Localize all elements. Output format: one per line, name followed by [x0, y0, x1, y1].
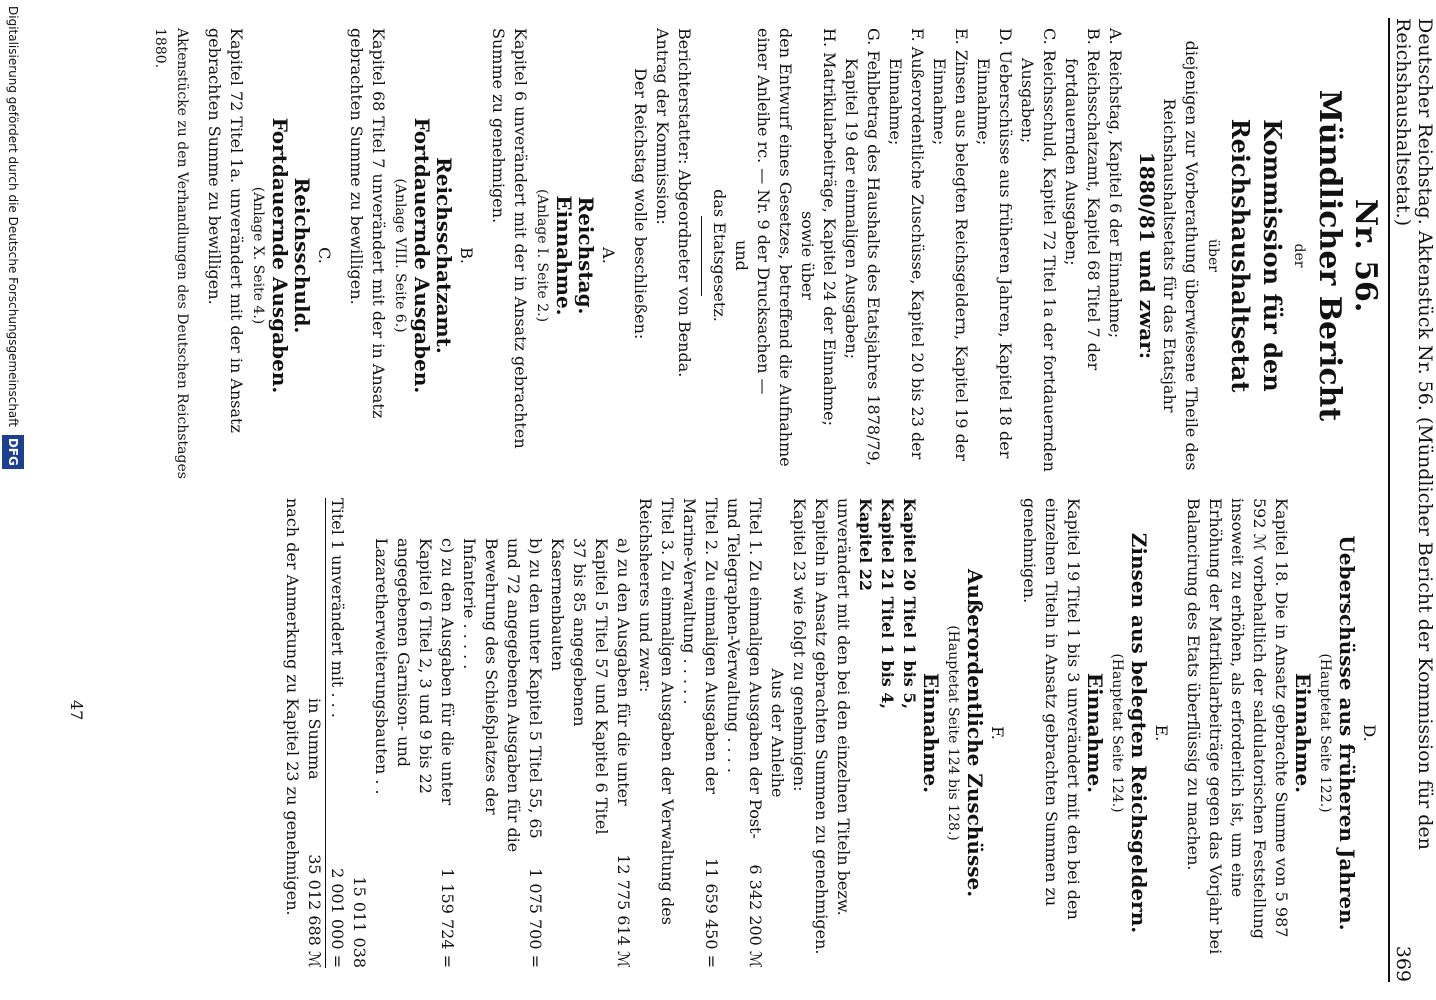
titel-1-row [722, 498, 766, 968]
section-a [487, 28, 619, 483]
title-der: der [1291, 243, 1307, 268]
item-a-row [546, 498, 634, 968]
report-title: Mündlicher Bericht [1312, 89, 1347, 422]
sowie-text: sowie über [798, 211, 817, 300]
divider [701, 216, 702, 296]
sum-amount: 35 012 688 ℳ [305, 854, 324, 968]
section-text: unverändert mit den bei den einzelnen Titeln bezw. Kapiteln in Ansatz gebrachten Summen zu genehmigen. [812, 498, 853, 955]
digitization-note [2, 6, 24, 469]
list-item: E. Zinsen aus belegten Reichsgeldern, Kapitel 19 der Einnahme; [930, 28, 971, 461]
titel-1b-text: Titel 1 unverändert mit . . . [328, 498, 347, 718]
title-ueber: über [1205, 239, 1221, 272]
right-column [281, 498, 1380, 968]
entwurf-text: den Entwurf eines Gesetzes, betreffend die Aufnahme einer Anleihe rc. — Nr. 9 der Drucksachen — [754, 28, 795, 467]
list-item: C. Reichsschuld, Kapitel 72 Titel 1a der fortdauernden Ausgaben; [1018, 28, 1059, 472]
titel-1-text: Titel 1. Zu einmaligen Ausgaben der Post- und Telegraphen-Verwaltung . . . . [724, 498, 765, 839]
list-item: F. Außerordentliche Zuschüsse, Kapitel 20 bis 23 der Einnahme; [886, 28, 927, 460]
subtotal-row [348, 498, 370, 968]
section-text: Kapitel 6 unverändert mit der in Ansatz gebrachten Summe zu genehmigen. [489, 28, 530, 449]
list-item: B. Reichsschatzamt, Kapitel 68 Titel 7 der fortdauernden Ausgaben; [1062, 28, 1103, 371]
budget-year: 1880/81 und zwar: [1135, 151, 1159, 360]
list-item: G. Fehlbetrag des Haushalts des Etatsjahres 1878/79, Kapitel 19 der einmaligen Ausgaben; [842, 28, 883, 466]
left-column [149, 28, 1383, 483]
page-number: 369 [1392, 945, 1414, 982]
folio-number: 47 [67, 700, 86, 721]
item-c-row [370, 498, 458, 968]
section-d [1182, 498, 1380, 968]
section-subtitle: Einnahme. [1291, 672, 1315, 794]
section-c [203, 28, 335, 483]
section-letter: B. [457, 247, 476, 264]
item-a-text: a) zu den Ausgaben für die unter Kapitel 5 Titel 57 und Kapitel 6 Titel 37 bis 85 angegebenen Kasernenbauten [548, 538, 633, 835]
list-item: A. Reichstag, Kapitel 6 der Einnahme; [1106, 28, 1125, 339]
titel-2-row [678, 498, 722, 968]
sum-row [303, 498, 326, 968]
section-letter: F. [988, 726, 1007, 740]
item-c-amount: 1 159 724 = [438, 868, 457, 968]
titel-1-amount: 6 342 200 ℳ [746, 864, 765, 968]
subtotal-amount: 15 011 038 [350, 876, 369, 968]
section-letter: A. [599, 247, 618, 264]
item-c-text: c) zu den Ausgaben für die unter Kapitel 6 Titel 2, 3 und 9 bis 22 angegebenen Garnison- und Lazaretherweiterungsbauten . . [372, 538, 457, 806]
section-title: Ueberschüsse aus früheren Jahren. [1335, 535, 1359, 931]
page-header [1388, 18, 1436, 982]
section-text: Kapitel 19 Titel 1 bis 3 unverändert mit den bei den einzelnen Titeln in Ansatz gebrachten Summen zu genehmigen. [1020, 498, 1083, 920]
section-title: Zinsen aus belegten Reichsgeldern. [1127, 532, 1151, 934]
section-anlage: (Anlage I. Seite 2.) [534, 188, 550, 323]
item-b-text: b) zu den unter Kapitel 5 Titel 55, 65 und 72 angegebenen Ausgaben für die Bewehrung des Schießplatzes der Infanterie . . . . . [460, 538, 545, 853]
titel-3-text: Titel 3. Zu einmaligen Ausgaben der Verwaltung des Reichsheeres und zwar: [636, 498, 677, 925]
chapter-line: Kapitel 20 Titel 1 bis 5, [900, 498, 919, 710]
section-subtitle: Einnahme. [1083, 672, 1107, 794]
list-item: H. Matrikularbeiträge, Kapitel 24 der Einnahme; [820, 28, 839, 426]
section-subtitle: Einnahme. [552, 195, 576, 316]
section-b [345, 28, 477, 483]
chapter-line: Kapitel 22 [856, 498, 875, 592]
titel-2-text: Titel 2. Zu einmaligen Ausgaben der Marine-Verwaltung . . . . . [680, 498, 721, 794]
section-letter: D. [1360, 724, 1379, 742]
section-f [281, 498, 1008, 968]
chapter-line: Kapitel 21 Titel 1 bis 4, [878, 498, 897, 710]
berichterstatter: Berichterstatter: Abgeordneter von Benda. [675, 28, 694, 378]
section-anlage: (Anlage VIII. Seite 6.) [392, 178, 408, 333]
item-list [818, 28, 1126, 483]
und-text: und [732, 240, 751, 271]
item-b-row [458, 498, 546, 968]
section-title: Reichsschatzamt. [432, 157, 456, 354]
section-title: Außerordentliche Zuschüsse. [963, 568, 987, 898]
section-letter: E. [1152, 724, 1171, 742]
kapitel-23: Kapitel 23 wie folgt zu genehmigen: [790, 498, 809, 792]
titel-1b-amount: 2 001 000 = [328, 868, 347, 968]
section-text: Kapitel 68 Titel 7 unverändert mit der in Ansatz gebrachten Summe zu bewilligen. [347, 28, 388, 419]
list-item: D. Ueberschüsse aus früheren Jahren, Kapitel 18 der Einnahme; [974, 28, 1015, 459]
titel-2-amount: 11 659 450 = [702, 857, 721, 968]
antrag-label: Antrag der Kommission: [653, 28, 672, 225]
dfg-logo: DFG [2, 435, 24, 469]
footer-note: Aktenstücke zu den Verhandlungen des Deutschen Reichstages 1880. [152, 28, 190, 479]
item-b-amount: 1 075 700 = [526, 868, 545, 968]
section-text: Kapitel 72 Titel 1a. unverändert mit der in Ansatz gebrachten Summe zu bewilligen. [205, 28, 246, 433]
beschliessen-text: Der Reichstag wolle beschließen: [631, 68, 650, 340]
intro-text: diejenigen zur Vorberathung überwiesene Theile des Reichshaushaltsetats für das Etatsjahr [1160, 40, 1201, 471]
section-subtitle: Fortdauernde Ausgaben. [410, 117, 434, 394]
section-letter: C. [315, 247, 334, 264]
sum-label: in Summa [305, 698, 324, 780]
section-anlage: (Hauptetat Seite 122.) [1317, 653, 1333, 813]
item-a-amount: 12 775 614 ℳ [614, 854, 633, 968]
digitization-text: Digitalisierung gefördert durch die Deutsche Forschungsgemeinschaft [6, 6, 20, 428]
running-head: Deutscher Reichstag. Aktenstück Nr. 56. (Mündlicher Bericht der Kommission für den Reichshaushaltsetat.) [1392, 18, 1436, 850]
section-e [1018, 498, 1172, 968]
section-title: Reichsschuld. [290, 177, 314, 334]
document-number: Nr. 56. [1348, 198, 1383, 313]
section-text: Kapitel 18. Die in Ansatz gebrachte Summe von 5 987 592 ℳ vorbehaltlich der saldulatorischen Feststellung insoweit zu erhöhen, als erforderlich ist, um eine Erhöhung der Matrikularbeiträge gegen das Vorjahr bei Balancirung des Etats überflüssig zu machen. [1184, 498, 1291, 955]
section-subtitle: Fortdauernde Ausgaben. [268, 117, 292, 394]
commission-title: Kommission für den Reichshaushaltsetat [1226, 118, 1287, 393]
section-subtitle: Einnahme. [919, 672, 943, 794]
anleihe-heading: Aus der Anleihe [768, 668, 787, 798]
section-anlage: (Hauptetat Seite 124.) [1109, 653, 1125, 813]
section-anlage: (Hauptetat Seite 124 bis 128.) [945, 625, 961, 841]
section-anlage: (Anlage X. Seite 4.) [250, 186, 266, 325]
etatsgesetz-text: das Etatsgesetz. [710, 189, 729, 322]
titel-1b-row [326, 498, 348, 968]
section-title: Reichstag. [574, 196, 598, 315]
anmerkung-text: nach der Anmerkung zu Kapitel 23 zu genehmigen. [283, 498, 302, 916]
